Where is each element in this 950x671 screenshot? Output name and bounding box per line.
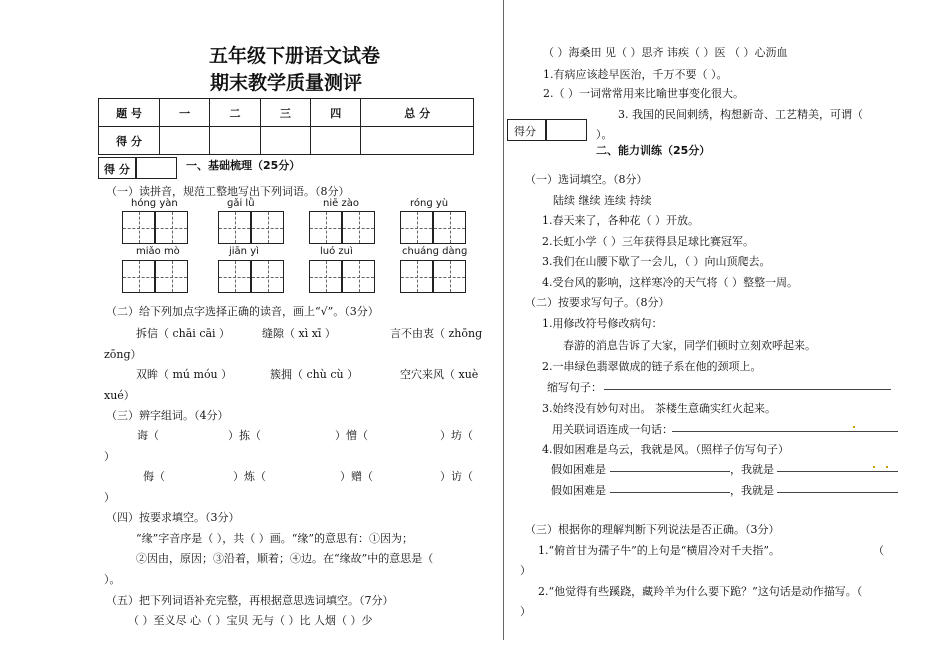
p2-item-label: 假如困难是 bbox=[551, 484, 606, 497]
p2-item-label: ，我就是 bbox=[730, 484, 774, 497]
pinyin-label: hónɡ yàn bbox=[131, 198, 178, 209]
score-table-header-cell: 三 bbox=[260, 99, 310, 127]
q4-line: ）。 bbox=[104, 573, 121, 586]
p2-item: 3.始终没有妙句对出。 茶楼生意确实红火起来。 bbox=[542, 402, 776, 415]
p1-sentence[interactable]: 4.受台风的影响，这样寒冷的天气将（ ）整整一周。 bbox=[542, 276, 798, 289]
q2-item-cont: zōnɡ） bbox=[104, 348, 142, 361]
ink-mark bbox=[853, 426, 855, 428]
writing-grid[interactable] bbox=[251, 260, 284, 293]
section2-title: 二、能力训练（25分） bbox=[596, 144, 711, 157]
score-table-row-label: 得 分 bbox=[99, 127, 160, 155]
q3-item-cont: ） bbox=[104, 450, 115, 463]
score-table bbox=[98, 98, 474, 155]
p3-statement[interactable]: 2.“他觉得有些蹊跷，藏羚羊为什么要下跪？”这句话是动作描写。（ bbox=[538, 585, 863, 598]
score-cell[interactable] bbox=[260, 127, 310, 155]
q3-item[interactable]: ）访（ bbox=[440, 470, 473, 483]
ink-mark bbox=[886, 466, 888, 468]
p2-title: （二）按要求写句子。（8分） bbox=[525, 296, 670, 309]
section1-title: 一、基础梳理（25分） bbox=[186, 159, 301, 172]
section1-score-label: 得 分 bbox=[104, 163, 130, 176]
p2-item: 2.一串绿色翡翠做成的链子系在他的颈项上。 bbox=[542, 360, 762, 373]
writing-grid[interactable] bbox=[155, 260, 188, 293]
score-cell[interactable] bbox=[361, 127, 474, 155]
writing-grid[interactable] bbox=[309, 211, 342, 244]
q1-title: （一）读拼音，规范工整地写出下列词语。（8分） bbox=[106, 185, 350, 198]
writing-grid[interactable] bbox=[400, 260, 433, 293]
q4-line[interactable]: ②因由，原因；③沿着，顺着；④边。在“缘故”中的意思是（ bbox=[136, 552, 434, 565]
score-cell[interactable] bbox=[311, 127, 361, 155]
answer-line[interactable] bbox=[610, 471, 730, 472]
score-table-header-cell: 题 号 bbox=[99, 99, 160, 127]
q3-item[interactable]: ）炼（ bbox=[233, 470, 266, 483]
answer-line[interactable] bbox=[604, 389, 891, 390]
idiom-sentence[interactable]: 2.（ ）一词常常用来比喻世事变化很大。 bbox=[543, 87, 744, 100]
score-table-header-cell: 二 bbox=[210, 99, 260, 127]
p3-statement: 1.“俯首甘为孺子牛”的上句是“横眉冷对千夫指”。 bbox=[538, 544, 780, 557]
q4-line[interactable]: “缘”字音序是（ ），共（ ）画。“缘”的意思有：①因为； bbox=[136, 532, 413, 545]
pinyin-label: miǎo mò bbox=[136, 246, 180, 257]
writing-grid[interactable] bbox=[251, 211, 284, 244]
q4-title: （四）按要求填空。（3分） bbox=[106, 511, 240, 524]
score-cell[interactable] bbox=[160, 127, 210, 155]
writing-grid[interactable] bbox=[122, 260, 155, 293]
q2-item-cont: xué） bbox=[104, 389, 135, 402]
writing-grid[interactable] bbox=[342, 260, 375, 293]
idiom-sentence-end: ）。 bbox=[596, 128, 613, 141]
p1-sentence[interactable]: 3.我们在山腰下歇了一会儿，（ ）向山顶爬去。 bbox=[542, 255, 771, 268]
p2-item-label: 假如困难是 bbox=[551, 463, 606, 476]
q3-item[interactable]: ）坊（ bbox=[440, 429, 473, 442]
writing-grid[interactable] bbox=[122, 211, 155, 244]
writing-grid[interactable] bbox=[342, 211, 375, 244]
pinyin-label: niē zào bbox=[323, 198, 359, 209]
pinyin-label: luó zuì bbox=[320, 246, 353, 257]
pinyin-label: rónɡ yù bbox=[410, 198, 449, 209]
writing-grid[interactable] bbox=[309, 260, 342, 293]
p1-sentence[interactable]: 2.长虹小学（ ）三年获得县足球比赛冠军。 bbox=[542, 235, 754, 248]
score-table-header-cell: 总 分 bbox=[361, 99, 474, 127]
p3-answer-paren[interactable]: ） bbox=[520, 605, 531, 618]
pinyin-label: chuánɡ dànɡ bbox=[402, 246, 468, 257]
idiom-fill-line[interactable]: （ ）海桑田 见（ ）思齐 讳疾（ ）医 （ ）心沥血 bbox=[543, 46, 788, 59]
exam-title-line2: 期末教学质量测评 bbox=[210, 72, 363, 94]
score-table-header-cell: 一 bbox=[160, 99, 210, 127]
q5-line[interactable]: （ ）至义尽 心（ ）宝贝 无与（ ）比 人烟（ ）少 bbox=[128, 614, 373, 627]
q2-item[interactable]: 空穴来风（ xuè bbox=[400, 368, 479, 381]
q2-item[interactable]: 簇拥（ chù cù ） bbox=[270, 368, 359, 381]
p2-item: 4.假如困难是乌云，我就是风。（照样子仿写句子） bbox=[542, 443, 789, 456]
section2-score-label: 得分 bbox=[514, 125, 536, 138]
word-choices: 陆续 继续 连续 持续 bbox=[553, 194, 652, 207]
writing-grid[interactable] bbox=[218, 260, 251, 293]
ink-mark bbox=[873, 466, 875, 468]
q3-title: （三）辨字组词。（4分） bbox=[106, 409, 229, 422]
writing-grid[interactable] bbox=[433, 211, 466, 244]
pinyin-label: ɡǎi lǜ bbox=[227, 198, 255, 209]
q3-item-cont: ） bbox=[104, 491, 115, 504]
writing-grid[interactable] bbox=[400, 211, 433, 244]
p3-answer-paren[interactable]: （ bbox=[873, 544, 884, 557]
p2-item[interactable]: 春游的消息告诉了大家，同学们顿时立刻欢呼起来。 bbox=[563, 339, 816, 352]
p2-item-label: 缩写句子： bbox=[547, 381, 602, 394]
idiom-sentence[interactable]: 1.有病应该趁早医治，千万不要（ ）。 bbox=[543, 68, 728, 81]
answer-line[interactable] bbox=[777, 471, 898, 472]
p2-item: 1.用修改符号修改病句： bbox=[542, 317, 663, 330]
pinyin-label: jiān yì bbox=[229, 246, 259, 257]
section1-score-input-box[interactable] bbox=[135, 157, 177, 179]
writing-grid[interactable] bbox=[155, 211, 188, 244]
writing-grid[interactable] bbox=[218, 211, 251, 244]
p3-title: （三）根据你的理解判断下列说法是否正确。（3分） bbox=[525, 523, 780, 536]
q3-item[interactable]: ）憎（ bbox=[335, 429, 368, 442]
column-divider bbox=[503, 0, 504, 640]
q3-item[interactable]: ）赠（ bbox=[340, 470, 373, 483]
q3-item[interactable]: ）拣（ bbox=[228, 429, 261, 442]
q2-item[interactable]: 双眸（ mú móu ） bbox=[136, 368, 233, 381]
q3-item[interactable]: 侮（ bbox=[143, 470, 165, 483]
q5-title: （五）把下列词语补充完整，再根据意思选词填空。（7分） bbox=[106, 594, 394, 607]
writing-grid[interactable] bbox=[433, 260, 466, 293]
exam-title-line1: 五年级下册语文试卷 bbox=[209, 45, 381, 67]
section2-score-input-box[interactable] bbox=[545, 119, 587, 141]
answer-line[interactable] bbox=[777, 492, 898, 493]
score-table-header-cell: 四 bbox=[311, 99, 361, 127]
q2-title: （二）给下列加点字选择正确的读音，画上“√”。（3分） bbox=[106, 305, 379, 318]
p2-item-label: ，我就是 bbox=[730, 463, 774, 476]
p2-item-label: 用关联词语连成一句话： bbox=[552, 423, 673, 436]
p1-title: （一）选词填空。（8分） bbox=[525, 173, 648, 186]
p1-sentence[interactable]: 1.春天来了，各种花（ ）开放。 bbox=[542, 214, 699, 227]
idiom-sentence[interactable]: 3. 我国的民间剌绣，构想新奇、工艺精美，可谓（ bbox=[618, 108, 863, 121]
q2-item[interactable]: 缝隙（ xì xī ） bbox=[262, 327, 336, 340]
score-cell[interactable] bbox=[210, 127, 260, 155]
answer-line[interactable] bbox=[610, 492, 730, 493]
q2-item[interactable]: 言不由衷（ zhōnɡ bbox=[390, 327, 483, 340]
answer-line[interactable] bbox=[672, 431, 898, 432]
q3-item[interactable]: 诲（ bbox=[137, 429, 159, 442]
q2-item[interactable]: 拆信（ chāi cāi ） bbox=[136, 327, 231, 340]
p3-answer-paren[interactable]: ） bbox=[520, 564, 531, 577]
